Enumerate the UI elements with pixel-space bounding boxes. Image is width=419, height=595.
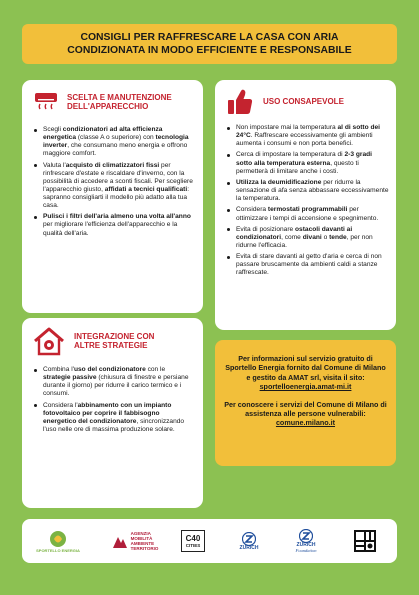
sportello-energia-icon — [46, 530, 70, 548]
cities-text: CITIES — [185, 542, 201, 548]
partner-logos-bar — [22, 519, 397, 563]
bold-text: strategie passive — [43, 374, 97, 382]
zurich-foundation-text-2: Foundation — [295, 548, 317, 553]
page-title-line-2: CONDIZIONATA IN MODO EFFICIENTE E RESPONSABILE — [67, 45, 352, 56]
text: , questo ti permetterà di limitare anche i costi. — [236, 159, 359, 175]
choice-tips-list — [34, 126, 194, 241]
amat-icon — [112, 533, 128, 549]
zurich-logo — [232, 525, 266, 557]
bold-text: uso del condizionatore — [73, 366, 146, 373]
list-item — [34, 162, 194, 211]
bold-text: tecnologia inverter — [43, 134, 189, 150]
info-text-2: Per conoscere i servizi del Comune di Milano di assistenza alle persone vulnerabili: — [224, 399, 387, 419]
text: Scegli — [43, 126, 63, 133]
bold-text: abbinamento con un impianto fotovoltaico per coprire il fabbisogno energetico del condizionatore — [43, 401, 172, 425]
grid-pattern-icon — [354, 530, 376, 552]
square-grid-logo — [352, 525, 378, 557]
c40-cities-logo — [180, 525, 206, 557]
info-box — [215, 340, 396, 466]
text: Evita di posizionare — [236, 225, 296, 233]
text: Combina l' — [43, 366, 74, 373]
list-item — [34, 366, 194, 398]
page-title-line-1: CONSIGLI PER RAFFRESCARE LA CASA CON ARIA — [80, 32, 339, 43]
strategy-tips-list — [34, 366, 194, 437]
sportello-link[interactable]: sportelloenergia.amat-mi.it — [259, 382, 352, 392]
card-use-header — [227, 88, 344, 116]
text: Considera l' — [43, 401, 78, 409]
text: o — [321, 233, 330, 241]
text: Valuta l' — [43, 161, 66, 169]
card-integration-title-line-1: INTEGRAZIONE CON — [74, 331, 155, 341]
list-item — [34, 126, 194, 158]
page-title — [22, 24, 397, 64]
info-text-1: Per informazioni sul servizio gratuito di Sportello Energia fornito dal Comune di Milano e gestito da AMAT srl, visita il sito: — [225, 354, 386, 382]
bold-text: 2-3 gradi sotto alla temperatura esterna — [236, 151, 372, 167]
c40-cities-box — [181, 530, 205, 552]
bold-text: ostacoli davanti ai condizionatori — [236, 225, 353, 241]
text: Cerca di impostare la temperatura di — [236, 151, 345, 159]
bold-text: Pulisci i filtri dell'aria almeno una volta all'anno — [43, 213, 191, 221]
text: Non impostare mai la temperatura — [236, 124, 338, 131]
zurich-foundation-logo — [286, 525, 326, 557]
card-integration-header — [32, 326, 154, 356]
thumbs-up-icon — [227, 88, 253, 116]
card-use-title: USO CONSAPEVOLE — [263, 97, 344, 107]
text: per ottimizzare i tempi di accensione e spegnimento. — [236, 206, 379, 222]
text: , che consumano meno energia e offrono maggiore comfort. — [43, 142, 188, 158]
text: per migliorare l'efficienza dell'apparecchio e la qualità dell'aria. — [43, 221, 178, 237]
card-choice-title-line-1: SCELTA E MANUTENZIONE — [67, 92, 172, 102]
c40-text: C40 — [185, 533, 201, 543]
list-item — [227, 124, 389, 148]
text: Considera — [236, 206, 268, 214]
bold-text: al di sotto dei 24°C — [236, 124, 381, 140]
zurich-text: ZURICH — [239, 544, 259, 551]
zurich-icon — [242, 532, 256, 546]
amat-text-3: AMBIENTE — [130, 541, 155, 546]
list-item — [34, 402, 194, 434]
card-integration-title — [74, 332, 154, 351]
text: , per non ridurne l'efficacia. — [236, 233, 373, 249]
card-choice-title-line-2: DELL'APPARECCHIO — [67, 102, 149, 111]
house-heat-icon — [32, 326, 66, 356]
amat-text — [131, 531, 159, 551]
sportello-energia-text: SPORTELLO ENERGIA — [36, 547, 80, 553]
text: , come — [281, 233, 303, 241]
card-choice-title — [67, 93, 172, 112]
list-item — [227, 151, 389, 175]
card-integration — [22, 318, 203, 508]
list-item — [227, 253, 389, 277]
card-choice-header — [34, 92, 172, 112]
bold-text: divani — [302, 233, 322, 241]
air-conditioner-icon — [34, 92, 58, 112]
text: , sincronizzando l'uso nelle ore di massima produzione solare. — [43, 417, 185, 433]
list-item — [227, 179, 389, 203]
comune-link[interactable]: comune.milano.it — [275, 418, 336, 428]
card-conscious-use — [215, 80, 396, 330]
text: Evita di stare davanti al getto d'aria e cerca di non passare bruscamente da ambienti caldi a stanze raffrescate. — [236, 253, 382, 277]
text: : sapranno consigliarti il modello più adatto alla tua casa. — [43, 185, 190, 210]
card-integration-title-line-2: ALTRE STRATEGIE — [74, 341, 148, 350]
card-choice-maintenance — [22, 80, 203, 313]
amat-text-1: AGENZIA — [130, 531, 151, 536]
text: per ridurre la sensazione di afa senza abbassare eccessivamente la temperatura. — [236, 178, 389, 203]
zurich-foundation-icon — [299, 529, 313, 543]
use-tips-list — [227, 124, 389, 281]
bold-text: tende — [329, 233, 347, 241]
list-item — [227, 206, 389, 222]
text: (chiusura di finestre e persiane durante il giorno) per ridurre il carico termico e i consumi. — [43, 374, 189, 398]
text: . Raffrescare eccessivamente gli ambienti aumenta i consumi e non porta benefici. — [236, 132, 373, 148]
bold-text: condizionatori ad alta efficienza energetica — [43, 126, 163, 142]
amat-logo — [106, 525, 164, 557]
zurich-foundation-text-1: ZURICH — [296, 542, 316, 548]
text: per rinfrescare d'estate e riscaldare d'inverno, con la possibilità di accedere a sconti fiscali. Per scegliere l'apparecchio giusto, — [43, 161, 193, 193]
sportello-energia-logo — [36, 525, 80, 557]
list-item — [227, 226, 389, 250]
amat-text-4: TERRITORIO — [130, 546, 159, 551]
text: (classe A o superiore) con — [76, 134, 156, 142]
list-item — [34, 213, 194, 237]
amat-text-2: MOBILITÀ — [130, 536, 153, 541]
bold-text: termostati programmabili — [267, 206, 348, 214]
text: con le — [145, 366, 166, 373]
bold-text: Utilizza la deumidificazione — [236, 178, 322, 186]
bold-text: affidati a tecnici qualificati — [104, 185, 188, 193]
bold-text: acquisto di climatizzatori fissi — [65, 161, 160, 169]
